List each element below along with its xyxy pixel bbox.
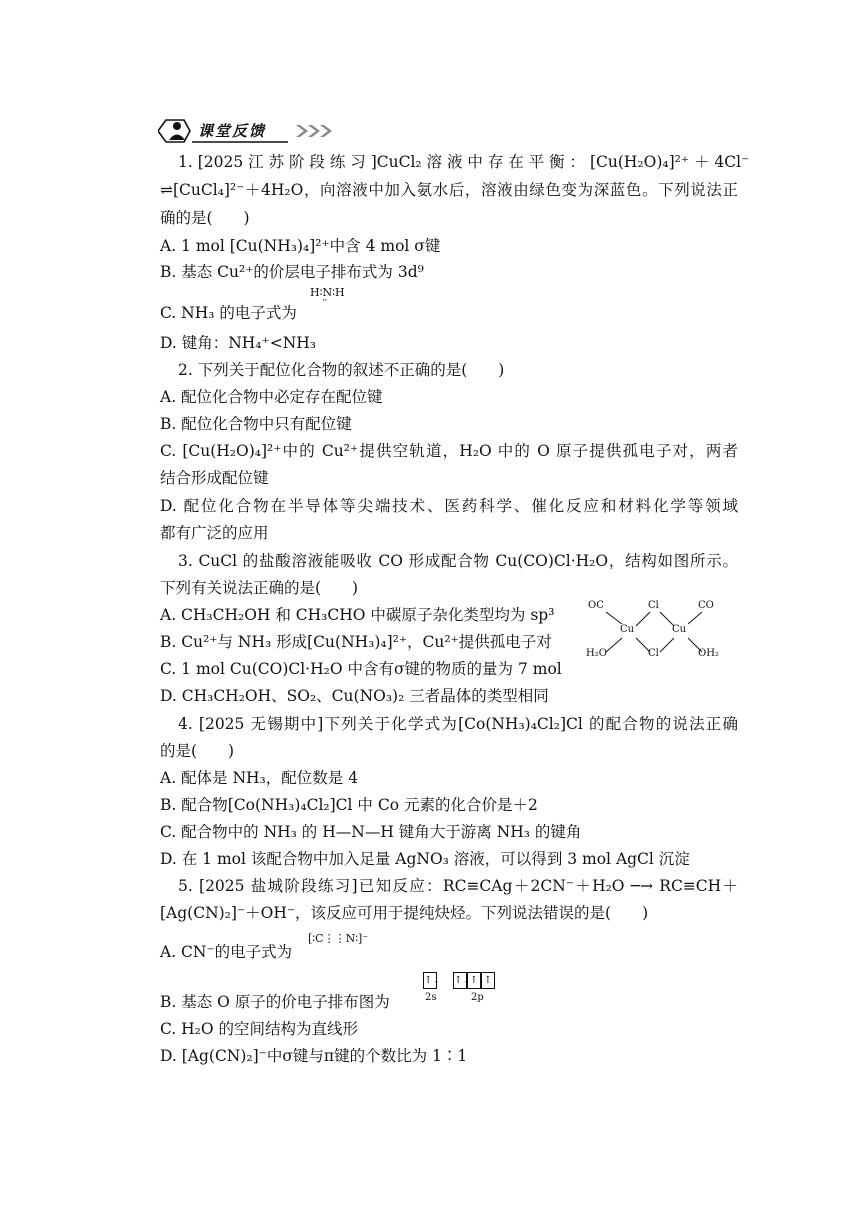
- q3-option-d: D. CH₃CH₂OH、SO₂、Cu(NO₃)₂ 三者晶体的类型相同: [160, 687, 549, 705]
- q1-stem-line1: 1. [2025 江 苏 阶 段 练 习 ]CuCl₂ 溶 液 中 存 在 平 衡 ： [Cu(H₂O)₄]²⁺ ＋ 4Cl⁻: [178, 153, 750, 171]
- nh3-electron-formula: [310, 287, 345, 311]
- q5-option-b: B. 基态 O 原子的价电子排布图为: [160, 993, 390, 1011]
- nh3-formula-top: H∶N∶H: [310, 286, 345, 299]
- q5-stem-line1: 5. [2025 盐城阶段练习]已知反应：RC≡CAg＋2CN⁻＋H₂O ─→ RC≡CH＋: [178, 877, 738, 895]
- q4-option-c: C. 配合物中的 NH₃ 的 H—N—H 键角大于游离 NH₃ 的键角: [160, 823, 582, 841]
- q1-option-a: A. 1 mol [Cu(NH₃)₄]²⁺中含 4 mol σ键: [160, 237, 441, 255]
- orbital-2s: ↑↓: [423, 972, 437, 989]
- orbital-2p-3: ↑: [481, 972, 495, 989]
- q4-stem-line1: 4. [2025 无锡期中]下列关于化学式为[Co(NH₃)₄Cl₂]Cl 的配合物的说法正确: [178, 715, 738, 733]
- o-orbital-diagram: [423, 972, 513, 1006]
- q3-option-b: B. Cu²⁺与 NH₃ 形成[Cu(NH₃)₄]²⁺，Cu²⁺提供孤电子对: [160, 633, 552, 651]
- q3-option-c: C. 1 mol Cu(CO)Cl·H₂O 中含有σ键的物质的量为 7 mol: [160, 660, 562, 678]
- fig-co: CO: [698, 600, 714, 611]
- q4-option-d: D. 在 1 mol 该配合物中加入足量 AgNO₃ 溶液，可以得到 3 mol AgCl 沉淀: [160, 850, 690, 868]
- q1-option-c: C. NH₃ 的电子式为: [160, 304, 297, 322]
- fig-oc: OC: [588, 600, 604, 611]
- q1-option-d: D. 键角：NH₄⁺<NH₃: [160, 334, 316, 352]
- fig-cu-right: Cu: [672, 624, 687, 635]
- q5-option-c: C. H₂O 的空间结构为直线形: [160, 1020, 359, 1038]
- q1-stem-line2: ⇌[CuCl₄]²⁻＋4H₂O，向溶液中加入氨水后，溶液由绿色变为深蓝色。下列说法正: [160, 181, 738, 199]
- q3-stem-line1: 3. CuCl 的盐酸溶液能吸收 CO 形成配合物 Cu(CO)Cl·H₂O，结构如图所示。: [178, 552, 738, 570]
- section-banner: [158, 118, 334, 144]
- q2-option-c-line1: C. [Cu(H₂O)₄]²⁺中的 Cu²⁺提供空轨道，H₂O 中的 O 原子提供孤电子对，两者: [160, 442, 738, 460]
- q2-option-d-line2: 都有广泛的应用: [160, 524, 269, 542]
- cn-electron-formula: [∶C⋮⋮N∶]⁻: [308, 932, 369, 945]
- fig-cl-top: Cl: [648, 600, 659, 611]
- q2-stem: 2. 下列关于配位化合物的叙述不正确的是( ): [178, 361, 505, 379]
- q2-option-b: B. 配位化合物中只有配位键: [160, 415, 352, 433]
- q2-option-d-line1: D. 配位化合物在半导体等尖端技术、医药科学、催化反应和材料化学等领域: [160, 497, 738, 515]
- q5-stem-line2: [Ag(CN)₂]⁻＋OH⁻，该反应可用于提纯炔烃。下列说法错误的是( ): [160, 904, 649, 922]
- section-title: 课堂反馈: [198, 122, 267, 140]
- q2-option-a: A. 配位化合物中必定存在配位键: [160, 388, 383, 406]
- q4-option-b: B. 配合物[Co(NH₃)₄Cl₂]Cl 中 Co 元素的化合价是＋2: [160, 796, 538, 814]
- orbital-2p-2: ↑: [467, 972, 481, 989]
- q3-option-a: A. CH₃CH₂OH 和 CH₃CHO 中碳原子杂化类型均为 sp³: [160, 606, 555, 624]
- q5-option-a: A. CN⁻的电子式为: [160, 943, 293, 961]
- q4-option-a: A. 配体是 NH₃，配位数是 4: [160, 769, 359, 787]
- fig-cl-bottom: Cl: [648, 648, 659, 659]
- q3-stem-line2: 下列有关说法正确的是( ): [160, 579, 359, 597]
- fig-oh2: OH₂: [698, 648, 719, 659]
- fig-h2o: H₂O: [586, 648, 607, 659]
- fig-cu-left: Cu: [620, 624, 635, 635]
- q5-option-d: D. [Ag(CN)₂]⁻中σ键与π键的个数比为 1∶1: [160, 1047, 468, 1065]
- orbital-label-2s: 2s: [425, 992, 437, 1003]
- q1-option-b: B. 基态 Cu²⁺的价层电子排布式为 3d⁹: [160, 263, 424, 281]
- complex-structure-figure: [586, 598, 726, 666]
- orbital-label-2p: 2p: [471, 992, 484, 1003]
- nh3-formula-bottom: ¨: [322, 298, 328, 311]
- q2-option-c-line2: 结合形成配位键: [160, 469, 269, 487]
- orbital-2p-1: ↑↓: [453, 972, 467, 989]
- q1-stem-line3: 确的是( ): [160, 209, 250, 227]
- q4-stem-line2: 的是( ): [160, 742, 235, 760]
